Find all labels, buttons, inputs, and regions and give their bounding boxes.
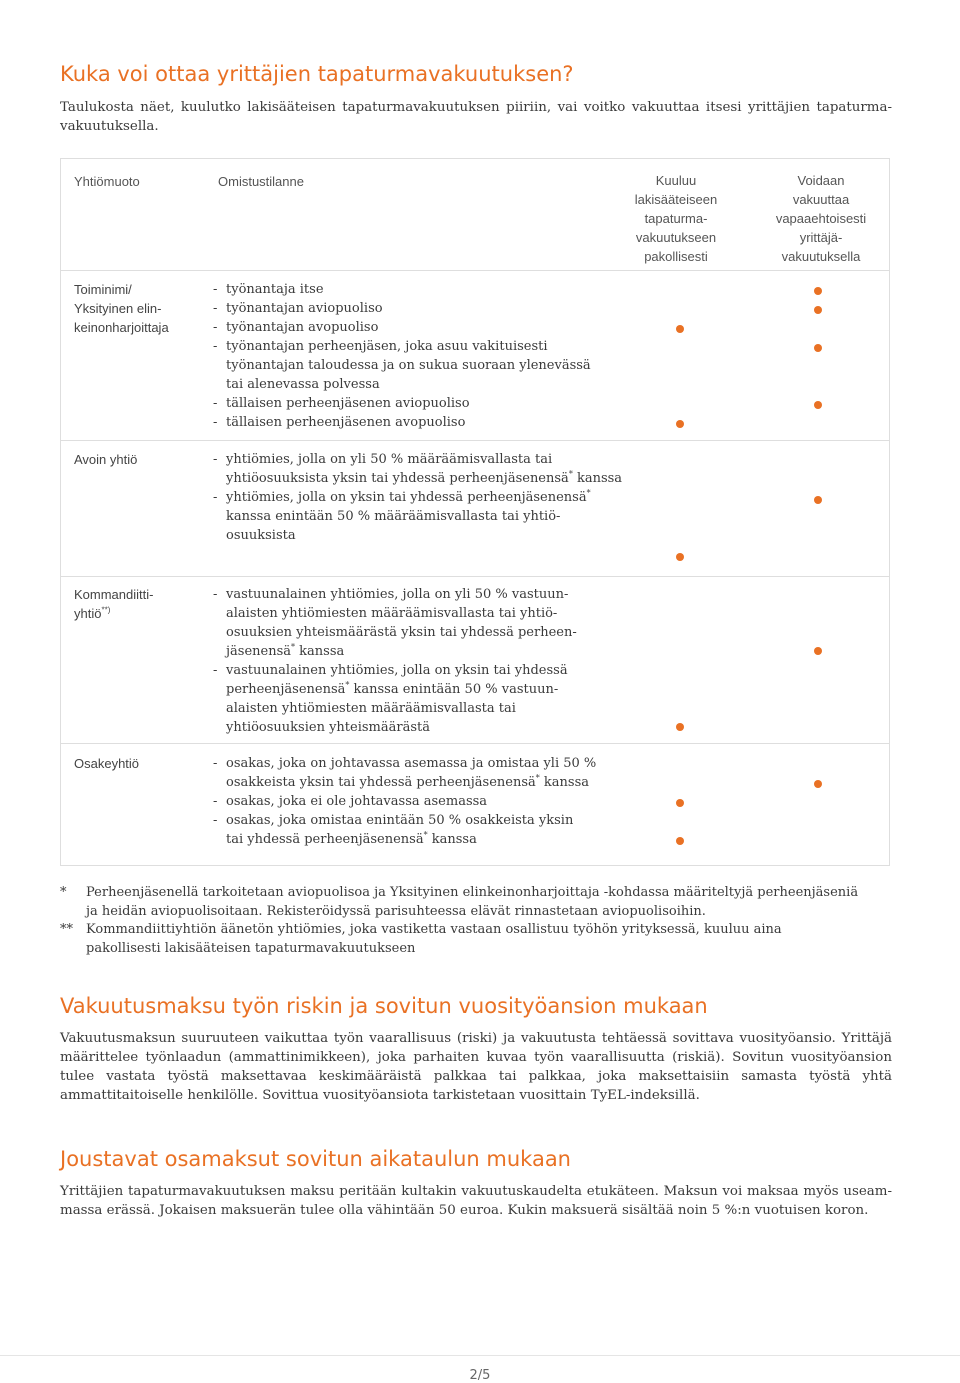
footnote-mark: ** <box>60 922 73 937</box>
mandatory-dot <box>676 723 684 731</box>
header-voluntary: Voidaan vakuuttaa vapaaehtoisesti yrittäjä- vakuutuksella <box>775 173 867 264</box>
ownership-item: - tällaisen perheenjäsenen avopuoliso <box>213 413 633 432</box>
ownership-item: - vastuunalainen yhtiömies, jolla on yksin tai yhdessä perheenjäsenensä* kanssa enintään 50 % vastuun- alaisten yhtiömiesten määräämisvallasta tai yhtiöosuuksien yhteismäärästä <box>213 661 633 737</box>
ownership-item: - työnantajan avopuoliso <box>213 318 633 337</box>
mandatory-dot <box>676 837 684 845</box>
page-number: 2/5 <box>469 1368 491 1383</box>
header-company: Yhtiömuoto <box>74 174 140 189</box>
company-type-osakeyhtio: Osakeyhtiö <box>74 756 140 771</box>
voluntary-dot <box>814 401 822 409</box>
company-type-kommandiittiyhtio: Kommandiitti- yhtiö**) <box>74 587 154 621</box>
eligibility-table <box>60 158 890 866</box>
section-text-premium: Vakuutusmaksun suuruuteen vaikuttaa työn vaarallisuus (riski) ja vakuutusta tehtäessä sovittava vuosityöansio. Yrittäjä määrittelee työnlaadun (ammattinimikkeen), joka parhaiten kuvaa työn vaarallisuutta (riskiä). Sovitun vuosityöansion tulee vastata työstä maksettavaa keskimääräistä palkkaa tai palkkaa, joka maksettaisiin samasta työstä yhtä ammattitaitoiselle henkilölle. Sovittua vuosityöansiota tarkistetaan vuosittain TyEL-indeksillä. <box>60 1031 892 1103</box>
company-type-toiminimi: Toiminimi/ Yksityinen elin- keinonharjoittaja <box>74 282 169 335</box>
footnote-2 <box>60 920 860 958</box>
voluntary-dot <box>814 780 822 788</box>
footnote-mark: * <box>60 885 67 900</box>
voluntary-dot <box>814 496 822 504</box>
header-ownership: Omistustilanne <box>218 174 304 189</box>
mandatory-dot <box>676 553 684 561</box>
section-title-premium: Vakuutusmaksu työn riskin ja sovitun vuosityöansion mukaan <box>60 994 708 1018</box>
ownership-list-toiminimi <box>213 280 633 432</box>
ownership-item: - osakas, joka on johtavassa asemassa ja omistaa yli 50 % osakkeista yksin tai yhdessä perheenjäsenensä* kanssa <box>213 754 633 792</box>
ownership-item: - osakas, joka ei ole johtavassa asemassa <box>213 792 633 811</box>
ownership-item: - työnantaja itse <box>213 280 633 299</box>
footer-divider <box>0 1355 960 1356</box>
ownership-item: - työnantajan aviopuoliso <box>213 299 633 318</box>
mandatory-dot <box>676 325 684 333</box>
ownership-list-kommandiittiyhtio <box>213 585 633 737</box>
row-divider <box>61 576 889 577</box>
ownership-item: - työnantajan perheenjäsen, joka asuu vakituisesti työnantajan taloudessa ja on sukua suoraan ylenevässä tai alenevassa polvessa <box>213 337 633 394</box>
company-type-avoin-yhtio: Avoin yhtiö <box>74 452 138 467</box>
ownership-item: - tällaisen perheenjäsenen aviopuoliso <box>213 394 633 413</box>
ownership-item: - yhtiömies, jolla on yksin tai yhdessä perheenjäsenensä* kanssa enintään 50 % määräämisvallasta tai yhtiö- osuuksista <box>213 488 633 545</box>
section-text-installments: Yrittäjien tapaturmavakuutuksen maksu peritään kultakin vakuutuskaudelta etukäteen. Maksun voi maksaa myös useam-massa erässä. Jokaisen maksuerän tulee olla vähintään 50 euroa. Kukin maksuerä sisältää noin 5 %:n vuotuisen koron. <box>60 1184 892 1218</box>
footnote-text: Perheenjäsenellä tarkoitetaan aviopuolisoa ja Yksityinen elinkeinonharjoittaja -kohdassa määriteltyjä perheenjäseniä ja heidän aviopuolisoitaan. Rekisteröidyssä parisuhteessa elävät rinnastetaan aviopuolisoihin. <box>86 885 859 919</box>
footnote-text: Kommandiittiyhtiön äänetön yhtiömies, joka vastiketta vastaan osallistuu työhön yrityksessä, kuuluu aina pakollisesti lakisääteisen tapaturmavakuutukseen <box>86 922 782 956</box>
intro-text: Taulukosta näet, kuulutko lakisääteisen tapaturmavakuutuksen piiriin, vai voitko vakuuttaa itsesi yrittäjien tapaturma-vakuutuksella. <box>60 100 892 134</box>
footnote-1 <box>60 883 860 921</box>
ownership-item: - vastuunalainen yhtiömies, jolla on yli 50 % vastuun- alaisten yhtiömiesten määräämisvallasta tai yhtiö- osuuksien yhteismäärästä yksin tai yhdessä perheen- jäsenensä* kanssa <box>213 585 633 661</box>
voluntary-dot <box>814 306 822 314</box>
ownership-list-osakeyhtio <box>213 754 633 849</box>
ownership-list-avoin-yhtio <box>213 450 633 545</box>
voluntary-dot <box>814 647 822 655</box>
ownership-item: - yhtiömies, jolla on yli 50 % määräämisvallasta tai yhtiöosuuksista yksin tai yhdessä perheenjäsenensä* kanssa <box>213 450 633 488</box>
intro-title: Kuka voi ottaa yrittäjien tapaturmavakuutuksen? <box>60 62 574 86</box>
row-divider <box>61 440 889 441</box>
header-mandatory: Kuuluu lakisääteiseen tapaturma- vakuutukseen pakollisesti <box>634 173 718 264</box>
mandatory-dot <box>676 420 684 428</box>
voluntary-dot <box>814 344 822 352</box>
voluntary-dot <box>814 287 822 295</box>
row-divider <box>61 743 889 744</box>
mandatory-dot <box>676 799 684 807</box>
row-divider <box>61 270 889 271</box>
ownership-item: - osakas, joka omistaa enintään 50 % osakkeista yksin tai yhdessä perheenjäsenensä* kanssa <box>213 811 633 849</box>
section-title-installments: Joustavat osamaksut sovitun aikataulun mukaan <box>60 1147 571 1171</box>
